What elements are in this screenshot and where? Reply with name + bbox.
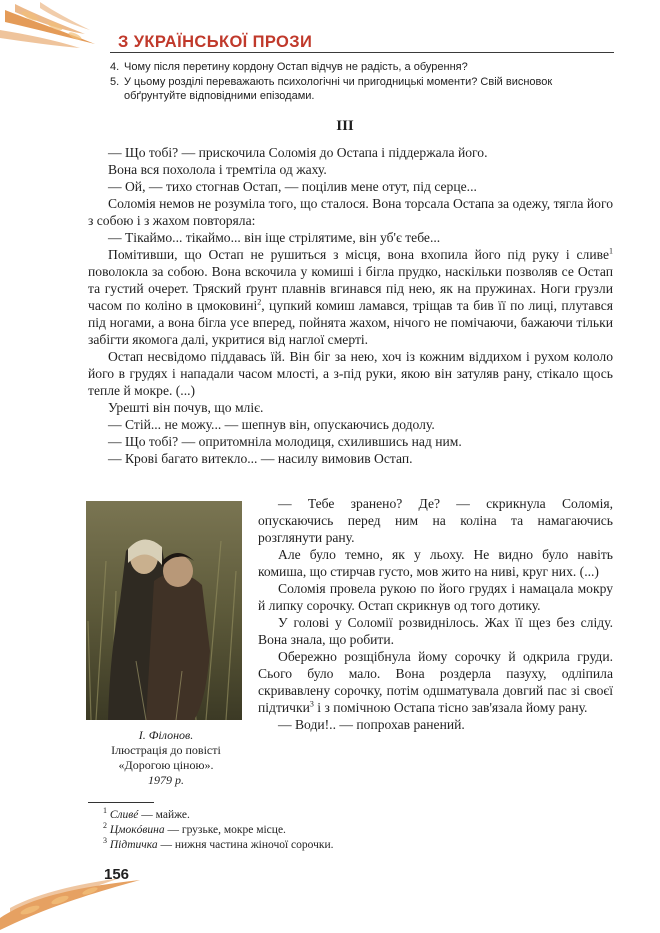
paragraph: — Крові багато витекло... — насилу вимовив Остап. xyxy=(108,451,413,466)
footnote-marker: 3 xyxy=(309,699,314,709)
paragraph-text: , цупкий комиш ламався, тріщав та бив її по лиці, плутався під ногами, а вона бігла усе вперед, пойнята жахом, нічого не помічаючи, бажаючи тільки забігти якомога далі, укритися від наглої смерті. xyxy=(88,298,614,347)
paragraph: У голові у Соломії розвиднілось. Жах її щез без сліду. Вона знала, що робити. xyxy=(258,615,613,647)
question-item xyxy=(110,60,616,75)
paragraph: — Що тобі? — прискочила Соломія до Остапа і піддержала його. xyxy=(108,145,488,160)
caption-artist: І. Філонов. xyxy=(138,728,194,742)
prose-body-continued xyxy=(258,495,613,733)
paragraph xyxy=(88,246,613,348)
caption-text: Ілюстрація до повісті xyxy=(111,743,221,757)
footnote-item xyxy=(103,823,523,838)
paragraph-text: і з помічною Остапа тісно зав'язала йому рану. xyxy=(313,700,588,715)
prose-body xyxy=(88,144,613,467)
paragraph: Соломія провела рукою по його грудях і намацала мокру й липку сорочку. Остап скрикнув од того дотику. xyxy=(258,581,613,613)
footnote-definition: — грузьке, мокре місце. xyxy=(164,824,286,836)
footnote-number: 1 xyxy=(103,806,107,816)
paragraph-text: Помітивши, що Остап не рушиться з місця, вона вхопила його під руку і сливе xyxy=(108,247,609,262)
page-number: 156 xyxy=(104,866,130,883)
paragraph: — Тікаймо... тікаймо... він іще стрілятиме, він уб'є тебе... xyxy=(108,230,441,245)
chapter-heading: III xyxy=(336,118,354,134)
footnote-term: Сливé xyxy=(109,809,139,821)
paragraph: Але було темно, як у льоху. Не видно було навіть комиша, що стирчав густо, мов жито на ниві, круг них. (...) xyxy=(258,547,613,579)
paragraph: Урешті він почув, що мліє. xyxy=(108,400,264,415)
footnote-definition: — нижня частина жіночої сорочки. xyxy=(157,839,334,851)
paragraph: — Води!.. — попрохав ранений. xyxy=(278,717,465,732)
footnotes xyxy=(103,808,523,853)
footnote-definition: — майже. xyxy=(138,809,190,821)
paragraph-text: Обережно розщібнула йому сорочку й одкрила груди. Сього було мало. Вона роздерла пазуху, одліпила скривавлену сорочку, потім одшматувала довгий пас зі своєї підтички xyxy=(258,649,613,715)
question-number: 5. xyxy=(110,75,120,88)
paragraph: Вона вся похолола і тремтіла од жаху. xyxy=(108,162,327,177)
question-item xyxy=(110,75,616,104)
question-text: У цьому розділі переважають психологічні чи пригодницькі моменти? Свій висновок обґрунтуйте відповідними епізодами. xyxy=(124,75,553,102)
question-text: Чому після перетину кордону Остап відчув не радість, а обурення? xyxy=(124,61,468,73)
questions-list xyxy=(110,60,616,104)
section-title: З УКРАЇНСЬКОЇ ПРОЗИ xyxy=(118,33,313,51)
caption-year: 1979 р. xyxy=(148,773,184,787)
paragraph: — Стій... не можу... — шепнув він, опускаючись додолу. xyxy=(108,417,435,432)
question-number: 4. xyxy=(110,61,120,73)
caption-text: «Дорогою ціною». xyxy=(118,758,214,772)
paragraph: Остап несвідомо піддавась їй. Він біг за нею, хоч із кожним віддихом і рухом кололо його в грудях і нападали часом млості, а з-під руки, якою він затуляв рану, стікало щось тепле й мокре. (...) xyxy=(88,349,613,398)
footnote-term: Цмокóвина xyxy=(109,824,165,836)
paragraph: — Тебе зранено? Де? — скрикнула Соломія, опускаючись перед ним на коліна та намагаючись розглянути рану. xyxy=(258,496,613,545)
paragraph: — Що тобі? — опритомніла молодиця, схилившись над ним. xyxy=(108,434,462,449)
footnote-divider xyxy=(88,802,154,803)
footnote-number: 2 xyxy=(103,821,107,831)
illustration-caption xyxy=(86,728,246,788)
footnote-marker: 2 xyxy=(257,297,262,307)
paragraph: Соломія немов не розуміла того, що сталося. Вона торсала Остапа за одежу, тягла його з собою і з жахом повторяла: xyxy=(88,196,613,228)
illustration-image xyxy=(86,501,242,720)
header-divider xyxy=(110,52,614,53)
paragraph-text: поволокла за собою. Вона вскочила у комиші і бігла прудко, наскільки позволяв се Остап та густий очерет. Тряский ґрунт плавнів вгинався під нею, як на пружинах. Ноги грузли часом по коліно в цмоковині xyxy=(88,264,613,313)
paragraph xyxy=(258,648,613,716)
footnote-item xyxy=(103,808,523,823)
footnote-number: 3 xyxy=(103,836,107,846)
footnote-marker: 1 xyxy=(609,246,613,256)
paragraph: — Ой, — тихо стогнав Остап, — поцілив мене отут, під серце... xyxy=(108,179,477,194)
footnote-item xyxy=(103,838,523,853)
footnote-term: Підтичка xyxy=(109,839,158,851)
